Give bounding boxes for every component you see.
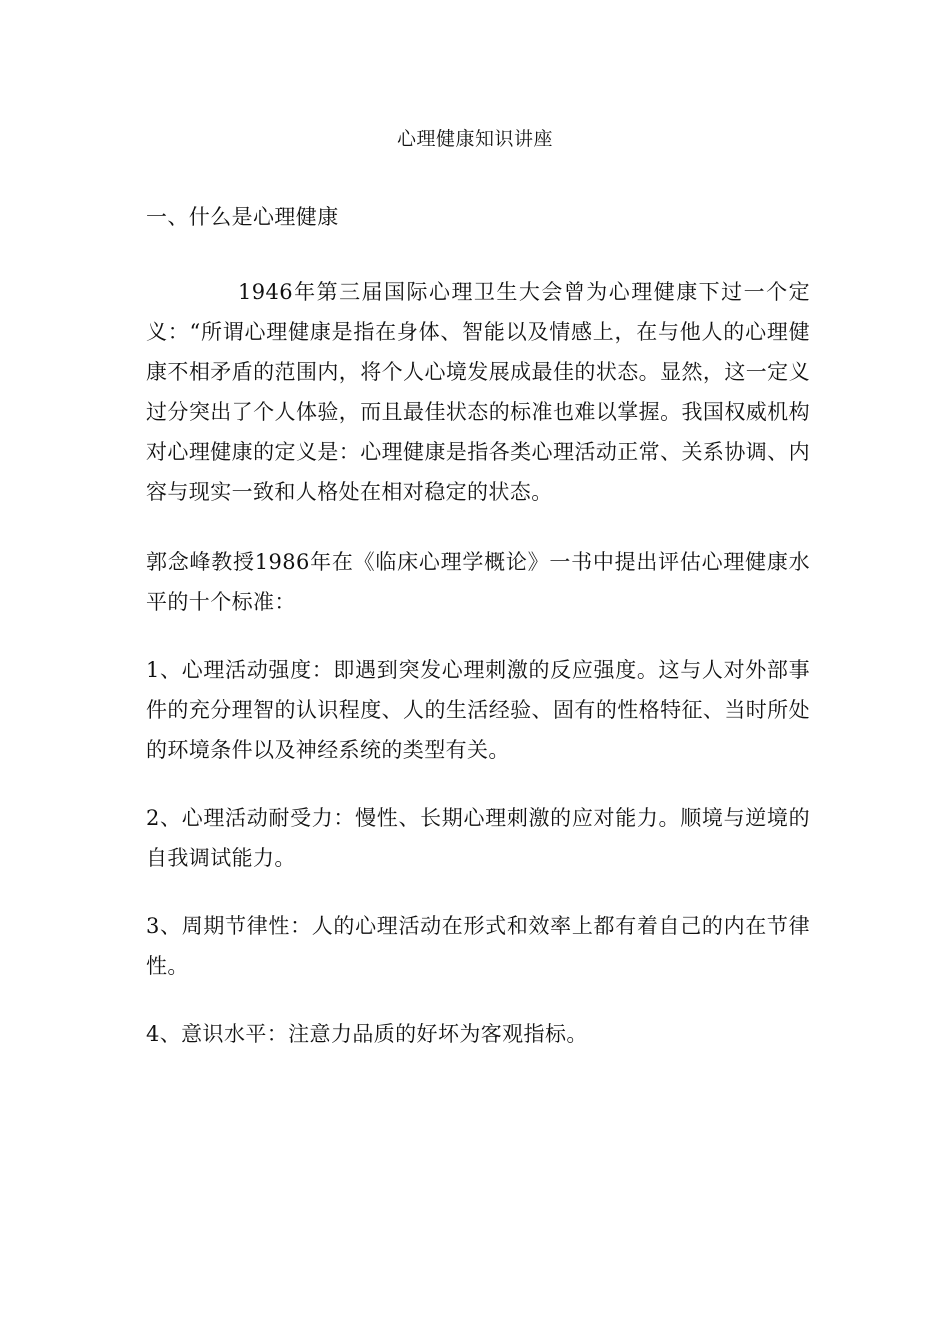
standard-item-1: 1、心理活动强度：即遇到突发心理刺激的反应强度。这与人对外部事件的充分理智的认识程度、人的生活经验、固有的性格特征、当时所处的环境条件以及神经系统的类型有关。 (146, 658, 810, 762)
standard-item-4: 4、意识水平：注意力品质的好坏为客观指标。 (146, 1022, 588, 1046)
section-heading: 一、什么是心理健康 (146, 205, 339, 229)
standard-item-2: 2、心理活动耐受力：慢性、长期心理刺激的应对能力。顺境与逆境的自我调试能力。 (146, 806, 810, 870)
standard-item-3: 3、周期节律性：人的心理活动在形式和效率上都有着自己的内在节律性。 (146, 914, 810, 978)
document-title: 心理健康知识讲座 (396, 128, 553, 150)
definition-paragraph: 1946年第三届国际心理卫生大会曾为心理健康下过一个定义：“所谓心理健康是指在身体、智能以及情感上，在与他人的心理健康不相矛盾的范围内，将个人心境发展成最佳的状态。显然，这一定义过分突出了个人体验，而且最佳状态的标准也难以掌握。我国权威机构对心理健康的定义是：心理健康是指各类心理活动正常、关系协调、内容与现实一致和人格处在相对稳定的状态。 (146, 280, 810, 504)
intro-paragraph: 郭念峰教授1986年在《临床心理学概论》一书中提出评估心理健康水平的十个标准： (146, 550, 810, 614)
document-body (146, 197, 810, 1054)
